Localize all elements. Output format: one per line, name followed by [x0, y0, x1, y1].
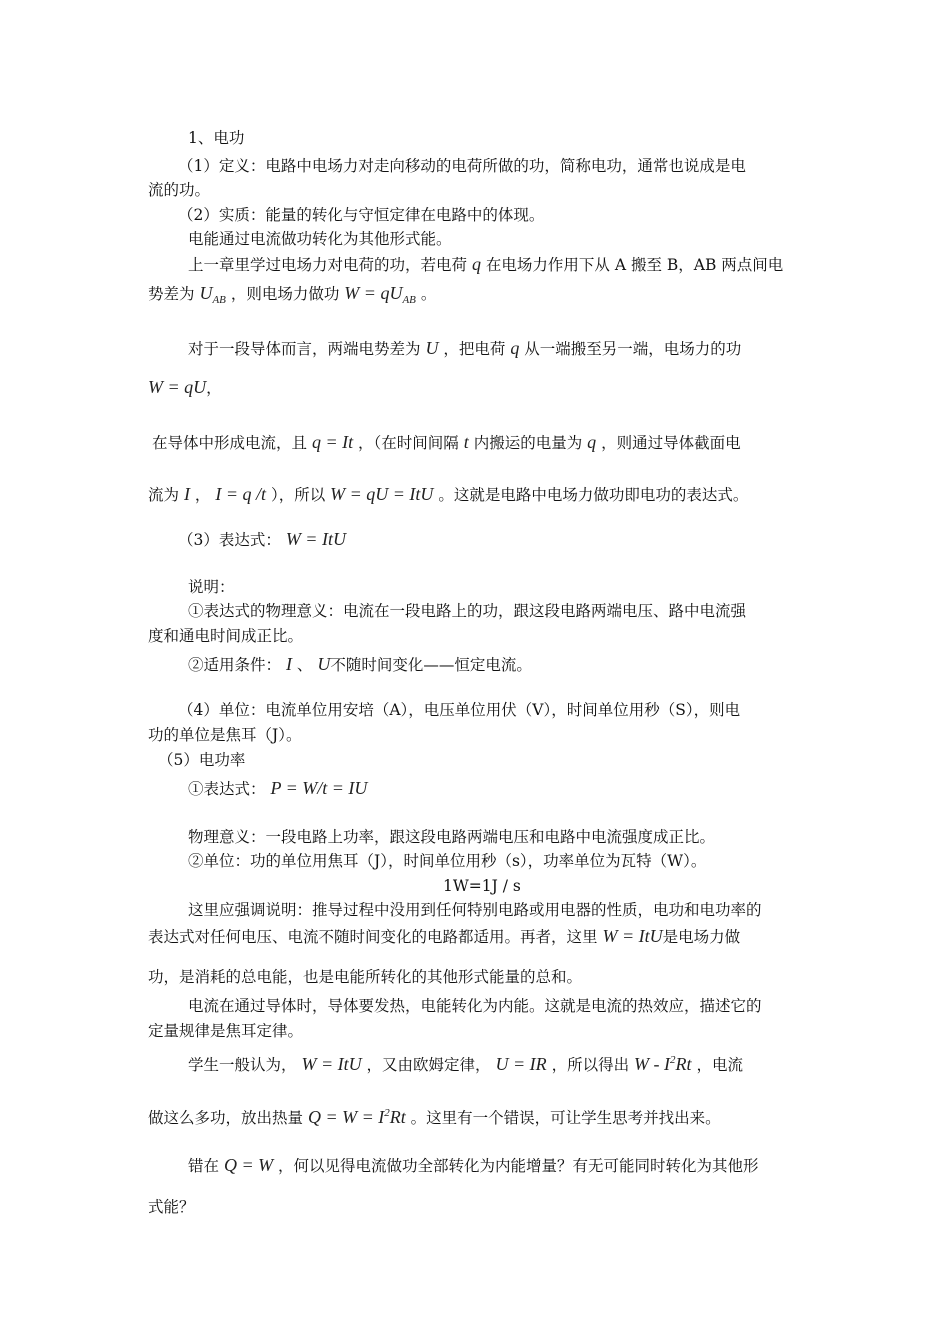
- power-unit-line: ②单位：功的单位用焦耳（J），时间单位用秒（s），功率单位为瓦特（W）。: [188, 852, 707, 870]
- error-line-2: 式能？: [148, 1198, 195, 1216]
- essence-line: （2）实质：能量的转化与守恒定律在电路中的体现。: [178, 206, 545, 224]
- emphasis-line-3: 功，是消耗的总电能，也是电能所转化的其他形式能量的总和。: [148, 968, 583, 986]
- formula-W-qU: W = qU: [148, 377, 207, 397]
- formula-Q-eq-W: Q = W: [223, 1155, 274, 1175]
- power-meaning-line: 物理意义：一段电路上功率，跟这段电路两端电压和电路中电流强度成正比。: [188, 828, 716, 846]
- power-heading: （5）电功率: [158, 751, 246, 769]
- student-line-1: 学生一般认为， W = ItU ，又由欧姆定律， U = IR ，所以得出 W - $I^2Rt$ ，电流: [188, 1054, 743, 1074]
- definition-line-2: 流的功。: [148, 181, 211, 199]
- heating-line-2: 定量规律是焦耳定律。: [148, 1022, 304, 1040]
- paragraph-4-line-1: 上一章里学过电场力对电荷的功，若电荷 q 在电场力作用下从 A 搬至 B，AB 两点间电: [188, 254, 784, 274]
- formula-I-qt: I = q /t: [215, 484, 266, 504]
- formula-W-ItU: W = ItU: [602, 926, 663, 946]
- paragraph-5-line-1: 对于一段导体而言，两端电势差为 U ，把电荷 q 从一端搬至另一端，电场力的功: [188, 338, 742, 358]
- paragraph-4-line-2: 势差为 $U_{AB}$ ，则电场力做功 $W = qU_{AB}$ 。: [148, 283, 437, 306]
- formula-W-qU-ItU: W = qU = ItU: [330, 484, 434, 504]
- definition-line-1: （1）定义：电路中电场力对走向移动的电荷所做的功，简称电功，通常也说成是电: [178, 157, 746, 175]
- student-line-2: 做这么多功，放出热量 $Q = W = I^2Rt$ 。这里有一个错误，可让学生思考并找出来。: [148, 1107, 721, 1127]
- formula-U-AB: $U_{AB}$: [199, 283, 226, 306]
- emphasis-line-1: 这里应强调说明：推导过程中没用到任何特别电路或用电器的性质，电功和电功率的: [188, 901, 762, 919]
- energy-line: 电能通过电流做功转化为其他形式能。: [188, 230, 452, 248]
- formula-q-It: q = It: [311, 432, 354, 452]
- formula-W-I2Rt: W - $I^2Rt$: [634, 1054, 692, 1074]
- formula-W-ItU: W = ItU: [301, 1054, 362, 1074]
- formula-q: q: [510, 338, 520, 358]
- paragraph-6-line-2: 流为 I ， I = q /t ），所以 W = qU = ItU 。这就是电路中电场力做功即电功的表达式。: [148, 484, 749, 504]
- emphasis-line-2: 表达式对任何电压、电流不随时间变化的电路都适用。再者，这里 W = ItU是电场力做: [148, 926, 741, 946]
- note-heading: 说明：: [188, 578, 235, 596]
- formula-U: U: [425, 338, 439, 358]
- note-1-line-2: 度和通电时间成正比。: [148, 627, 304, 645]
- note-2-line: ②适用条件： I 、 U不随时间变化——恒定电流。: [188, 654, 532, 674]
- unit-line-2: 功的单位是焦耳（J）。: [148, 726, 302, 744]
- formula-Q-W-I2Rt: $Q = W = I^2Rt$: [307, 1107, 406, 1127]
- paragraph-6-line-1: 在导体中形成电流，且 q = It ，（在时间间隔 t 内搬运的电量为 q ，则通过导体截面电: [152, 432, 741, 452]
- formula-W-ItU: W = ItU: [285, 529, 346, 549]
- formula-I: I: [183, 484, 190, 504]
- formula-q: q: [587, 432, 597, 452]
- formula-t: t: [463, 432, 469, 452]
- expression-line: （3）表达式： W = ItU: [178, 529, 346, 549]
- formula-I: I: [285, 654, 292, 674]
- paragraph-5-line-2: W = qU，: [148, 377, 222, 397]
- power-expression-line: ①表达式： P = W/t = IU: [188, 778, 368, 798]
- formula-U-IR: U = IR: [495, 1054, 547, 1074]
- formula-q: q: [471, 254, 481, 274]
- watt-definition: 1W=1J / s: [443, 877, 521, 895]
- note-1-line-1: ①表达式的物理意义：电流在一段电路上的功，跟这段电路两端电压、路中电流强: [188, 602, 747, 620]
- heating-line-1: 电流在通过导体时，导体要发热，电能转化为内能。这就是电流的热效应，描述它的: [188, 997, 762, 1015]
- formula-U: U: [317, 654, 331, 674]
- unit-line-1: （4）单位：电流单位用安培（A），电压单位用伏（V），时间单位用秒（S），则电: [178, 701, 741, 719]
- formula-W-qU-AB: $W = qU_{AB}$: [344, 283, 416, 306]
- formula-P: P = W/t = IU: [270, 778, 368, 798]
- error-line-1: 错在 Q = W ，何以见得电流做功全部转化为内能增量？有无可能同时转化为其他形: [188, 1155, 759, 1175]
- section-heading: 1、电功: [188, 129, 245, 147]
